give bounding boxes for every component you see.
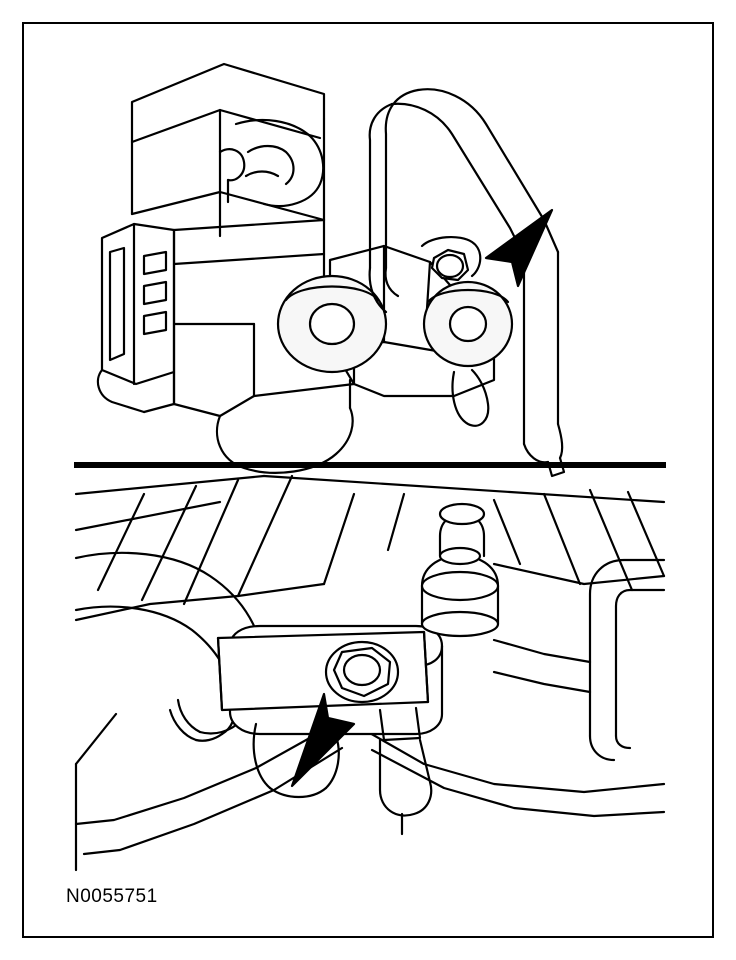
lower-panel	[76, 476, 664, 870]
technical-illustration	[24, 24, 716, 940]
figure-id-label: N0055751	[66, 886, 158, 907]
figure-frame	[22, 22, 714, 938]
upper-panel	[98, 64, 564, 476]
panel-divider	[74, 462, 666, 468]
